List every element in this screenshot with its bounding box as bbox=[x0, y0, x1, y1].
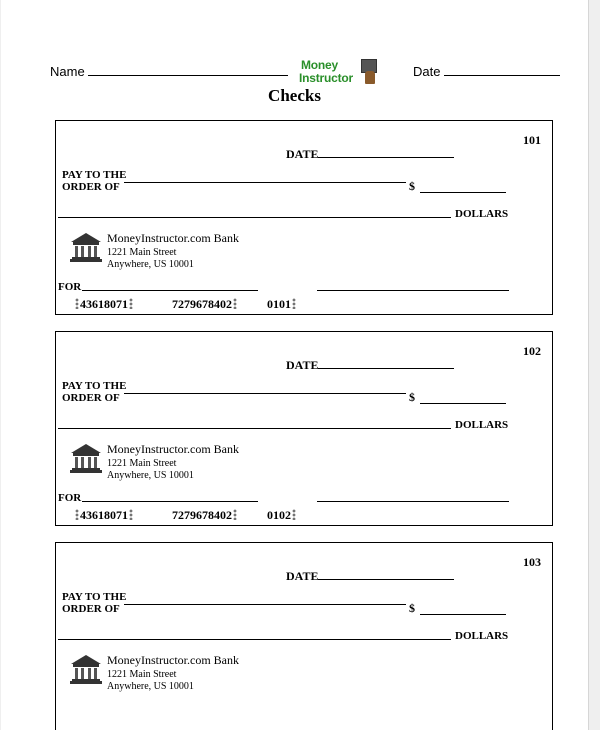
check-date-field bbox=[286, 568, 454, 584]
bank-name: MoneyInstructor.com Bank bbox=[107, 653, 239, 667]
check-date-label: DATE bbox=[286, 358, 319, 372]
bank-name: MoneyInstructor.com Bank bbox=[107, 231, 239, 245]
routing-number: 43618071 bbox=[74, 508, 134, 523]
name-label: Name bbox=[50, 64, 85, 79]
check-102 bbox=[55, 331, 553, 526]
bank-street: 1221 Main Street bbox=[107, 247, 177, 258]
memo-line[interactable] bbox=[82, 290, 258, 291]
account-number: 7279678402 bbox=[172, 297, 238, 312]
account-number: 7279678402 bbox=[172, 508, 238, 523]
bank-city: Anywhere, US 10001 bbox=[107, 681, 194, 692]
check-101 bbox=[55, 120, 553, 315]
document-page bbox=[1, 0, 589, 730]
name-blank-line[interactable] bbox=[88, 64, 288, 76]
amount-words-line[interactable] bbox=[58, 428, 451, 429]
dollars-label: DOLLARS bbox=[455, 208, 509, 220]
amount-line[interactable] bbox=[420, 192, 506, 193]
pay-to-label: PAY TO THE ORDER OF bbox=[62, 169, 127, 193]
signature-line[interactable] bbox=[317, 290, 509, 291]
money-instructor-logo: Money Instructor bbox=[299, 56, 381, 88]
page-title: Checks bbox=[268, 86, 321, 105]
memo-label: FOR bbox=[58, 281, 82, 293]
dollar-sign: $ bbox=[409, 390, 415, 404]
bank-street: 1221 Main Street bbox=[107, 669, 177, 680]
check-code: 0101 bbox=[267, 297, 297, 312]
payee-line[interactable] bbox=[124, 604, 406, 605]
memo-line[interactable] bbox=[82, 501, 258, 502]
bank-street: 1221 Main Street bbox=[107, 458, 177, 469]
amount-words-line[interactable] bbox=[58, 217, 451, 218]
pay-to-label: PAY TO THE ORDER OF bbox=[62, 591, 127, 615]
check-date-field bbox=[286, 146, 454, 162]
bank-building-icon bbox=[70, 442, 102, 474]
check-code: 0102 bbox=[267, 508, 297, 523]
payee-line[interactable] bbox=[124, 182, 406, 183]
check-number: 103 bbox=[523, 555, 541, 569]
check-number: 101 bbox=[523, 133, 541, 147]
check-date-field bbox=[286, 357, 454, 373]
check-number: 102 bbox=[523, 344, 541, 358]
check-date-line[interactable] bbox=[318, 357, 454, 369]
check-date-label: DATE bbox=[286, 147, 319, 161]
name-field bbox=[50, 64, 288, 79]
dollars-label: DOLLARS bbox=[455, 630, 509, 642]
amount-line[interactable] bbox=[420, 614, 506, 615]
bank-city: Anywhere, US 10001 bbox=[107, 470, 194, 481]
dollars-label: DOLLARS bbox=[455, 419, 509, 431]
bank-building-icon bbox=[70, 231, 102, 263]
routing-number: 43618071 bbox=[74, 297, 134, 312]
bank-city: Anywhere, US 10001 bbox=[107, 259, 194, 270]
bank-building-icon bbox=[70, 653, 102, 685]
check-103 bbox=[55, 542, 553, 730]
check-date-line[interactable] bbox=[318, 568, 454, 580]
teacher-figure-icon bbox=[365, 71, 375, 84]
signature-line[interactable] bbox=[317, 501, 509, 502]
date-label: Date bbox=[413, 64, 441, 79]
dollar-sign: $ bbox=[409, 601, 415, 615]
amount-words-line[interactable] bbox=[58, 639, 451, 640]
dollar-sign: $ bbox=[409, 179, 415, 193]
date-blank-line[interactable] bbox=[444, 64, 560, 76]
date-field bbox=[413, 64, 560, 79]
payee-line[interactable] bbox=[124, 393, 406, 394]
amount-line[interactable] bbox=[420, 403, 506, 404]
bank-name: MoneyInstructor.com Bank bbox=[107, 442, 239, 456]
check-date-label: DATE bbox=[286, 569, 319, 583]
pay-to-label: PAY TO THE ORDER OF bbox=[62, 380, 127, 404]
check-date-line[interactable] bbox=[318, 146, 454, 158]
memo-label: FOR bbox=[58, 492, 82, 504]
